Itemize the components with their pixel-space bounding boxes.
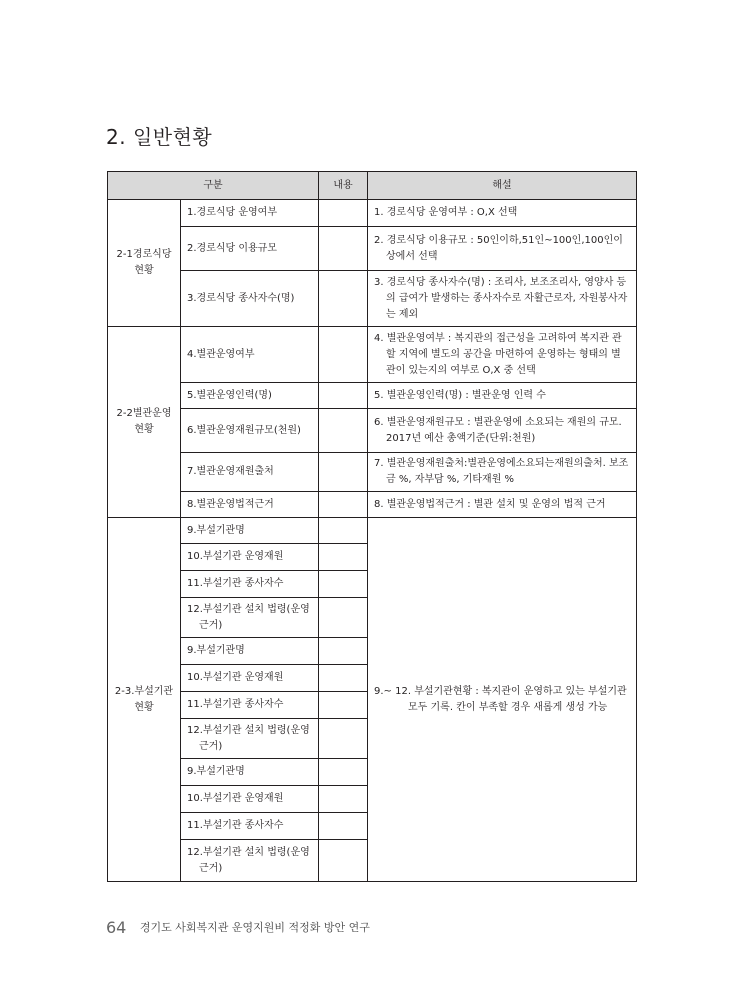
table-header-row xyxy=(108,172,637,200)
note-cell xyxy=(368,518,637,882)
category-label: 현황 xyxy=(134,424,154,435)
item-cell xyxy=(181,840,319,882)
item-label: 5.별관운영인력(명) xyxy=(187,389,272,401)
note-text: 4. 별관운영여부 : 복지관의 접근성을 고려하여 복지관 관할 지역에 별도의 공간을 마련하여 운영하는 형태의 별관이 있는지의 여부로 O,X 중 선택 xyxy=(374,332,622,376)
content-cell[interactable] xyxy=(319,544,368,571)
section-title: 2. 일반현황 xyxy=(106,125,213,149)
table-row xyxy=(108,200,637,227)
item-cell xyxy=(181,453,319,492)
category-cell xyxy=(108,518,181,882)
content-cell[interactable] xyxy=(319,227,368,271)
item-cell xyxy=(181,383,319,409)
category-label: 2-3.부설기관 xyxy=(114,685,174,697)
header-category: 구분 xyxy=(108,172,319,200)
item-cell xyxy=(181,227,319,271)
item-cell xyxy=(181,813,319,840)
item-label: 11.부설기관 종사자수 xyxy=(187,699,284,710)
table-row xyxy=(108,453,637,492)
table-row xyxy=(108,518,637,544)
note-text: 9.~ 12. 부설기관현황 : 복지관이 운영하고 있는 부설기관 모두 기록. 칸이 부족할 경우 새롭게 생성 가능 xyxy=(374,685,627,713)
item-cell xyxy=(181,200,319,227)
content-cell[interactable] xyxy=(319,492,368,518)
item-label: 10.부설기관 운영재원 xyxy=(187,793,284,804)
note-text: 6. 별관운영재원규모 : 별관운영에 소요되는 재원의 규모. 2017년 예산 총액기준(단위:천원) xyxy=(374,416,622,444)
item-label: 12.부설기관 설치 법령(운영근거) xyxy=(187,603,310,631)
content-cell[interactable] xyxy=(319,409,368,453)
content-cell[interactable] xyxy=(319,719,368,759)
note-text: 1. 경로식당 운영여부 : O,X 선택 xyxy=(374,207,518,218)
item-cell xyxy=(181,692,319,719)
note-cell xyxy=(368,327,637,383)
item-label: 1.경로식당 운영여부 xyxy=(187,207,277,218)
note-cell xyxy=(368,227,637,271)
item-cell xyxy=(181,271,319,327)
table-row xyxy=(108,409,637,453)
item-label: 9.부설기관명 xyxy=(187,766,245,777)
item-cell xyxy=(181,492,319,518)
note-cell xyxy=(368,200,637,227)
category-cell xyxy=(108,327,181,518)
item-cell xyxy=(181,665,319,692)
category-cell xyxy=(108,200,181,327)
table-row xyxy=(108,327,637,383)
content-cell[interactable] xyxy=(319,665,368,692)
content-cell[interactable] xyxy=(319,759,368,786)
note-cell xyxy=(368,383,637,409)
note-text: 3. 경로식당 종사자수(명) : 조리사, 보조조리사, 영양사 등의 급여가 발생하는 종사자수로 자활근로자, 자원봉사자는 제외 xyxy=(374,276,628,320)
item-cell xyxy=(181,759,319,786)
item-label: 3.경로식당 종사자수(명) xyxy=(187,292,295,304)
item-label: 11.부설기관 종사자수 xyxy=(187,820,284,831)
page-footer xyxy=(106,918,370,937)
item-cell xyxy=(181,598,319,638)
page-number: 64 xyxy=(106,918,127,937)
table-row xyxy=(108,271,637,327)
content-cell[interactable] xyxy=(319,453,368,492)
item-cell xyxy=(181,571,319,598)
content-cell[interactable] xyxy=(319,813,368,840)
item-label: 10.부설기관 운영재원 xyxy=(187,672,284,683)
item-cell xyxy=(181,518,319,544)
item-label: 4.별관운영여부 xyxy=(187,348,255,360)
item-label: 11.부설기관 종사자수 xyxy=(187,578,284,589)
item-label: 2.경로식당 이용규모 xyxy=(187,242,277,254)
content-cell[interactable] xyxy=(319,786,368,813)
general-status-table xyxy=(107,171,637,882)
note-cell xyxy=(368,492,637,518)
content-cell[interactable] xyxy=(319,271,368,327)
note-text: 8. 별관운영법적근거 : 별관 설치 및 운영의 법적 근거 xyxy=(374,498,606,510)
category-label: 현황 xyxy=(134,265,154,276)
item-cell xyxy=(181,786,319,813)
content-cell[interactable] xyxy=(319,692,368,719)
header-explanation: 해설 xyxy=(368,172,637,200)
item-label: 8.별관운영법적근거 xyxy=(187,498,274,510)
content-cell[interactable] xyxy=(319,327,368,383)
note-cell xyxy=(368,271,637,327)
note-text: 7. 별관운영재원출처:별관운영에소요되는재원의출처. 보조금 %, 자부담 %, 기타재원 % xyxy=(374,458,629,485)
content-cell[interactable] xyxy=(319,571,368,598)
item-label: 9.부설기관명 xyxy=(187,645,245,656)
content-cell[interactable] xyxy=(319,383,368,409)
note-text: 5. 별관운영인력(명) : 별관운영 인력 수 xyxy=(374,389,546,401)
note-cell xyxy=(368,409,637,453)
table-row xyxy=(108,492,637,518)
content-cell[interactable] xyxy=(319,200,368,227)
item-label: 12.부설기관 설치 법령(운영근거) xyxy=(187,724,310,752)
category-label: 2-2별관운영 xyxy=(116,408,172,419)
content-cell[interactable] xyxy=(319,598,368,638)
table-row xyxy=(108,383,637,409)
note-cell xyxy=(368,453,637,492)
item-cell xyxy=(181,719,319,759)
item-cell xyxy=(181,327,319,383)
category-label: 현황 xyxy=(134,701,154,713)
item-label: 7.별관운영재원출처 xyxy=(187,466,274,477)
content-cell[interactable] xyxy=(319,518,368,544)
note-text: 2. 경로식당 이용규모 : 50인이하,51인~100인,100인이상에서 선택 xyxy=(374,234,623,262)
content-cell[interactable] xyxy=(319,840,368,882)
table-row xyxy=(108,227,637,271)
item-label: 6.별관운영재원규모(천원) xyxy=(187,424,301,436)
item-cell xyxy=(181,409,319,453)
item-cell xyxy=(181,544,319,571)
item-label: 10.부설기관 운영재원 xyxy=(187,551,284,562)
item-label: 12.부설기관 설치 법령(운영근거) xyxy=(187,846,310,874)
item-cell xyxy=(181,638,319,665)
header-content: 내용 xyxy=(319,172,368,200)
content-cell[interactable] xyxy=(319,638,368,665)
running-title: 경기도 사회복지관 운영지원비 적정화 방안 연구 xyxy=(139,921,370,934)
category-label: 2-1경로식당 xyxy=(116,249,172,260)
item-label: 9.부설기관명 xyxy=(187,524,245,536)
